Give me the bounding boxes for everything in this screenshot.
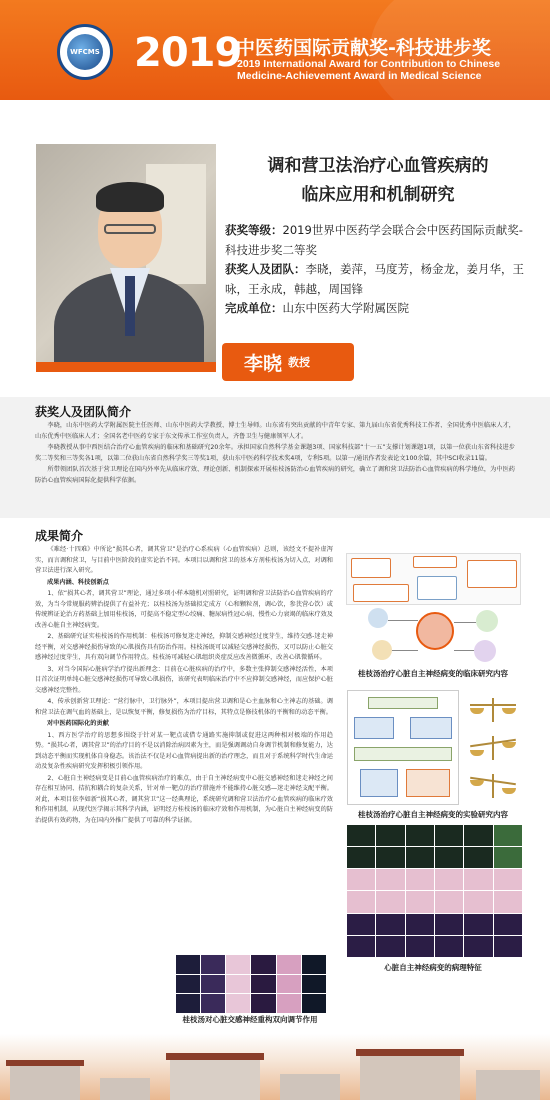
name-badge <box>222 343 354 381</box>
micrograph-tile <box>176 975 200 994</box>
micrograph-tile <box>347 825 375 846</box>
micrograph-tile <box>251 994 275 1013</box>
team-paragraph-1: 李晓，山东中医药大学附属医院主任医师、山东中医药大学教授、博士生导师。山东省有突出贡献的中青年专家、第九届山东省优秀科技工作者、全国优秀中医临床人才，山东优秀中医临床人才；全国名老中医药专家于东文传承工作室负责人，齐鲁卫生与健康领军人才。 <box>35 422 515 440</box>
badge-name: 李晓 <box>244 352 283 375</box>
flow-box <box>410 717 452 739</box>
award-info <box>225 221 530 319</box>
micrograph-tile <box>464 914 492 935</box>
result-paragraph-4: 4、传承创新营卫理论：“营行脉中，卫行脉外”，本项目提出营卫调和是心主血脉和心主神志的基础。调和营卫法在调气血的基础上，是以恢复平衡，修复损伤为治疗目标，其特点是修技机体的平衡和的动态平衡。 <box>35 698 333 716</box>
sympathetic-remodeling-micrographs <box>176 955 326 1013</box>
clinical-research-diagram <box>346 553 521 605</box>
result-section-body <box>35 545 333 827</box>
micrograph-tile <box>406 825 434 846</box>
building-roof <box>166 1053 264 1060</box>
micrograph-tile <box>464 869 492 890</box>
connector-line <box>454 650 474 651</box>
micrograph-tile <box>251 955 275 974</box>
header-banner <box>0 0 550 100</box>
award-title-cn: 中医药国际贡献奖-科技进步奖 <box>236 37 491 59</box>
team-paragraph-2: 李晓教授从事中西医结合治疗心血管疾病的临床和基础研究20余年。承担国家自然科学基金课题3项、国家科技部“十一五”支撑计划课题1项，以第一位获山东省科技进步奖二等奖和三等奖各1项，以第二位获山东省自然科学奖三等奖1项，获山东中医药科学技术奖4项，专利5项。以第一/通讯作者发表论文100余篇，其中SCI收录11篇。 <box>35 444 515 462</box>
micrograph-tile <box>435 869 463 890</box>
clinical-research-circle-map <box>358 606 508 666</box>
micrograph-tile <box>347 847 375 868</box>
result-paragraph-1: 1、依“损其心者，调其营卫”理论，通过多项小样本随机对照研究，证明调和营卫法防治心血管疾病的疗效，为当今常规服药辨治提供了有益补充；以桂枝汤为基础拟定成方（心和颗粒剂，调心饮，参芪营心饮）或传统辨证论治方药基础上加用桂枝汤，可提高不稳定型心绞痛、糖尿病性冠心病、慢性心力衰竭的临床疗效及改善心脏自主神经病变。 <box>35 590 333 629</box>
micrograph-tile <box>464 847 492 868</box>
connector-line <box>454 622 476 623</box>
micrograph-tile <box>435 936 463 957</box>
micrograph-tile <box>226 955 250 974</box>
micrograph-tile <box>201 955 225 974</box>
portrait-tie <box>125 276 135 336</box>
figure-caption-experimental: 桂枝汤治疗心脏自主神经病变的实验研究内容 <box>358 810 508 819</box>
diagram-node <box>413 556 457 568</box>
result-subheading-contribution: 对中医药国际化的贡献 <box>47 720 109 727</box>
micrograph-tile <box>494 936 522 957</box>
flow-box <box>368 697 438 709</box>
micrograph-tile <box>406 847 434 868</box>
award-team-value: 李晓，姜萍，马度芳，杨金龙，姜月华，王咏，王永成，韩越，周国锋 <box>225 262 524 296</box>
diagram-node <box>351 558 391 578</box>
figure-caption-clinical: 桂枝汤治疗心脏自主神经病变的临床研究内容 <box>358 669 508 678</box>
award-title-en: 2019 International Award for Contribution to Chinese Medicine-Achievement Award in Medical Science <box>237 58 501 82</box>
portrait-photo <box>36 144 216 372</box>
micrograph-tile <box>376 914 404 935</box>
project-title-line1: 调和营卫法治疗心血管疾病的 <box>267 156 489 176</box>
micrograph-tile <box>201 994 225 1013</box>
connector-line <box>392 650 418 651</box>
building <box>360 1056 460 1100</box>
project-title-line2: 临床应用和机制研究 <box>301 185 455 205</box>
micrograph-tile <box>494 825 522 846</box>
badge-role: 教授 <box>288 356 311 369</box>
micrograph-tile <box>277 975 301 994</box>
building-roof <box>6 1060 84 1066</box>
micrograph-tile <box>347 936 375 957</box>
building <box>100 1078 150 1100</box>
balance-scale-icon <box>470 694 516 724</box>
figure-caption-pathology: 心脏自主神经病变的病理特征 <box>384 963 482 972</box>
micrograph-tile <box>302 994 326 1013</box>
result-paragraph-5: 1、西方医学治疗的思想多围绕于针对某一靶点或借专通路实施抑制或促进这两种相对极端的作用趋势。“损其心者，调其营卫”的治疗目的不是以消除治病因素为主，而是强调调动自身调节机制和修复能力，达到动态平衡而实现机体自身稳态。该治法不仅是对心血管病提出新的治疗理念，而且对于系统科学时代生命运动及复杂性疾病研究发挥积极引领作用。 <box>35 731 333 770</box>
micrograph-tile <box>376 847 404 868</box>
micrograph-tile <box>406 891 434 912</box>
building <box>476 1070 540 1100</box>
micrograph-tile <box>494 914 522 935</box>
micrograph-tile <box>201 975 225 994</box>
award-team <box>225 260 530 299</box>
micrograph-tile <box>277 994 301 1013</box>
micrograph-tile <box>406 869 434 890</box>
building-roof <box>356 1049 464 1056</box>
micrograph-tile <box>406 936 434 957</box>
portrait-glasses <box>104 224 156 234</box>
micrograph-tile <box>494 847 522 868</box>
award-year: 2019 <box>134 30 242 76</box>
micrograph-tile <box>347 869 375 890</box>
micrograph-tile <box>435 914 463 935</box>
figure-caption-remodeling: 桂枝汤对心脏交感神经重构双向调节作用 <box>182 1015 318 1024</box>
satellite-circle <box>372 640 392 660</box>
satellite-circle <box>368 608 388 628</box>
satellite-circle <box>476 610 498 632</box>
photo-accent-bar <box>36 362 216 372</box>
flow-box <box>354 717 394 739</box>
diagram-node <box>417 576 457 600</box>
team-paragraph-3: 所带领团队首次基于营卫理论在国内外率先从临床疗效、理论创新、机制探索开展桂枝汤防治心血管疾病的研究，确立了调和营卫法防治心血管疾病的科学地位，为中医药防治心血管疾病国际化提供科学依据。 <box>35 466 515 484</box>
micrograph-tile <box>302 955 326 974</box>
micrograph-tile <box>406 914 434 935</box>
result-paragraph-6: 2、心脏自主神经病变是目前心血管疾病治疗的难点，由于自主神经病变中心脏交感神经和迷走神经之间存在相互协同、拮抗和耦合的复杂关系，针对单一靶点的治疗措施并不能维持心脏交感—迷走神经支配平衡。对此，本项目依李如新“损其心者，调其营卫”这一经典理论，系统研究调和营卫法治疗心血管疾病的临床疗效和作用机制，从现代医学揭示其科学内涵，证明经方桂枝汤的临床疗效和作用机制，为心脏自主神经病变的防治提供有效药物，为在国内外推广提供了可靠的科学证据。 <box>35 774 333 824</box>
micrograph-tile <box>376 825 404 846</box>
micrograph-tile <box>464 936 492 957</box>
micrograph-tile <box>226 975 250 994</box>
result-intro: 《难经·十四难》中所论“损其心者，调其营卫”是治疗心系疾病（心血管疾病）总则，该经文不提补虚泻实，而言调和营卫，与目前中医阶段的虚实论治不同。本项目以调和营卫的基本方剂桂枝汤为切入点，对调和营卫法进行深入研究。 <box>35 546 333 574</box>
micrograph-tile <box>435 891 463 912</box>
micrograph-tile <box>347 914 375 935</box>
connector-line <box>388 620 418 621</box>
micrograph-tile <box>435 847 463 868</box>
micrograph-tile <box>376 936 404 957</box>
micrograph-tile <box>277 955 301 974</box>
micrograph-tile <box>376 891 404 912</box>
micrograph-tile <box>494 869 522 890</box>
micrograph-tile <box>464 825 492 846</box>
project-title <box>228 152 528 210</box>
flow-box <box>354 747 452 761</box>
balance-scale-icon <box>470 732 516 762</box>
pathology-micrograph-grid <box>347 825 522 957</box>
flow-box <box>360 769 398 797</box>
award-level-label: 获奖等级： <box>225 223 283 237</box>
diagram-node <box>467 560 517 588</box>
portrait-hair <box>96 182 164 212</box>
award-unit-label: 完成单位： <box>225 301 283 315</box>
building <box>10 1066 80 1100</box>
award-team-label: 获奖人及团队： <box>225 262 306 276</box>
experimental-flowchart <box>347 690 459 805</box>
micrograph-tile <box>347 891 375 912</box>
campus-footer-illustration <box>0 1034 550 1100</box>
micrograph-tile <box>251 975 275 994</box>
result-paragraph-3: 3、对当今国际心脏病学治疗提出新理念：目前在心脏疾病的治疗中，多数主张抑制交感神经活性，本项目首次证明单纯心脏交感神经损伤可导致心肌损伤，该研究表明临床治疗中不应抑制交感神经，而应保护心脏交感神经完整性。 <box>35 665 333 694</box>
micrograph-tile <box>302 975 326 994</box>
building <box>170 1060 260 1100</box>
result-subheading-innovation: 成果内涵、科技创新点 <box>47 578 109 586</box>
satellite-circle <box>474 640 496 662</box>
flow-box <box>406 769 450 797</box>
micrograph-tile <box>435 825 463 846</box>
micrograph-tile <box>464 891 492 912</box>
result-paragraph-2: 2、基础研究证实桂枝汤的作用机制：桂枝汤可修复迷走神经，抑制交感神经过度芽生，维持交感-迷走神经平衡，对交感神经损伤导致的心肌损伤具有防治作用。桂枝汤既可以减轻交感神经损伤，又可以防止心脏交感神经过度芽生，具有双向调节作用特点。桂枝汤可减轻心肌组织炎症反应改善微循环，改善心肌微循环。 <box>35 633 333 661</box>
micrograph-tile <box>494 891 522 912</box>
award-level-value: 2019世界中医药学会联合会中医药国际贡献奖-科技进步奖二等奖 <box>225 223 523 257</box>
result-section-heading: 成果简介 <box>35 529 84 543</box>
balance-scales-illustration <box>462 690 522 805</box>
balance-scale-icon <box>470 770 516 800</box>
micrograph-tile <box>376 869 404 890</box>
logo-text: WFCMS <box>70 48 100 56</box>
micrograph-tile <box>226 994 250 1013</box>
award-level <box>225 221 530 260</box>
award-unit-value: 山东中医药大学附属医院 <box>282 301 409 315</box>
globe-icon <box>67 34 103 70</box>
center-circle <box>416 612 454 650</box>
team-section-body <box>35 421 515 487</box>
micrograph-tile <box>176 994 200 1013</box>
team-section-heading: 获奖人及团队简介 <box>35 405 132 419</box>
building <box>280 1074 340 1100</box>
award-unit <box>225 299 530 319</box>
wfcms-logo <box>57 24 113 80</box>
diagram-node <box>353 584 409 602</box>
micrograph-tile <box>176 955 200 974</box>
